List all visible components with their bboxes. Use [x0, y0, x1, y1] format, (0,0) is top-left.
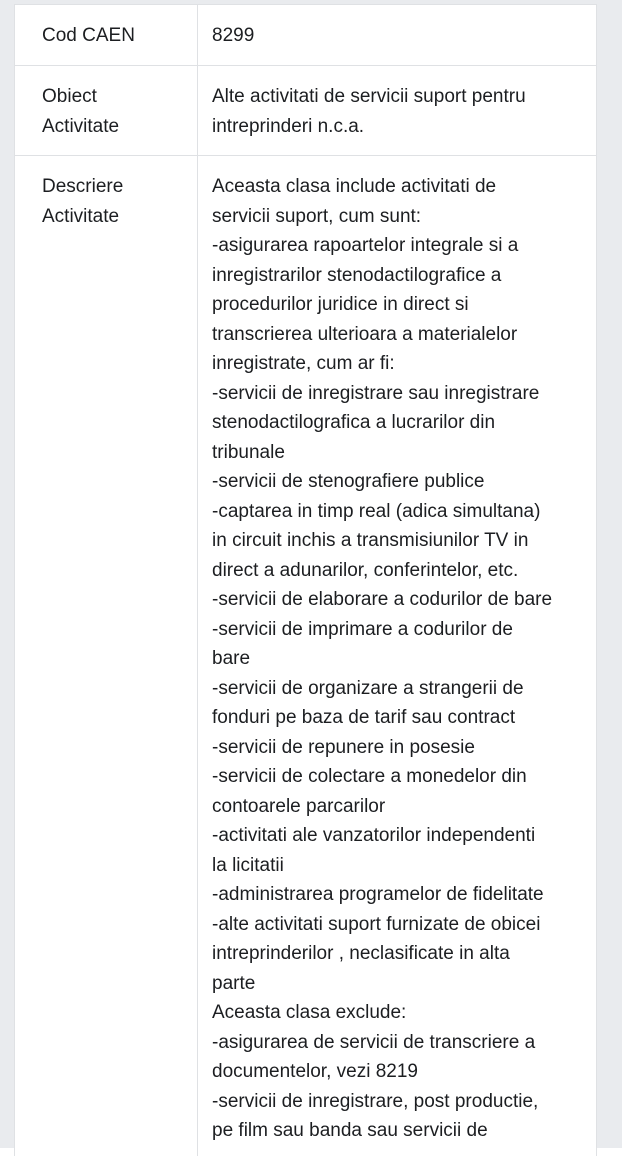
- descriere-activitate-value: Aceasta clasa include activitati de servicii suport, cum sunt: -asigurarea rapoartelor integrale si a inregistrarilor stenodactilografice a procedurilor juridice in direct si transcrierea ulterioara a materialelor inregistrate, cum ar fi: -servicii de inregistrare sau inregistrare stenodactilografica a lucrarilor din tribunale -servicii de stenografiere publice -captarea in timp real (adica simultana) in circuit inchis a transmisiunilor TV in direct a adunarilor, conferintelor, etc. -servicii de elaborare a codurilor de bare -servicii de imprimare a codurilor de bare -servicii de organizare a strangerii de fonduri pe baza de tarif sau contract -servicii de repunere in posesie -servicii de colectare a monedelor din contoarele parcarilor -activitati ale vanzatorilor independenti la licitatii -administrarea programelor de fidelitate -alte activitati suport furnizate de obicei intreprinderilor , neclasificate in alta parte Aceasta clasa exclude: -asigurarea de servicii de transcriere a documentelor, vezi 8219 -servicii de inregistrare, post productie, pe film sau banda sau servicii de: [212, 176, 553, 1141]
- obiect-activitate-value: Alte activitati de servicii suport pentru intreprinderi n.c.a.: [212, 86, 526, 137]
- obiect-activitate-label: Obiect Activitate: [15, 66, 198, 155]
- table-row-obiect-activitate: [15, 66, 596, 156]
- table-row-descriere-activitate: [15, 156, 596, 1156]
- descriere-activitate-label: Descriere Activitate: [15, 156, 198, 1156]
- table-row-cod-caen: [15, 5, 596, 66]
- cod-caen-label: Cod CAEN: [15, 5, 198, 65]
- caen-info-table: [14, 4, 597, 1156]
- cod-caen-value: 8299: [212, 25, 255, 46]
